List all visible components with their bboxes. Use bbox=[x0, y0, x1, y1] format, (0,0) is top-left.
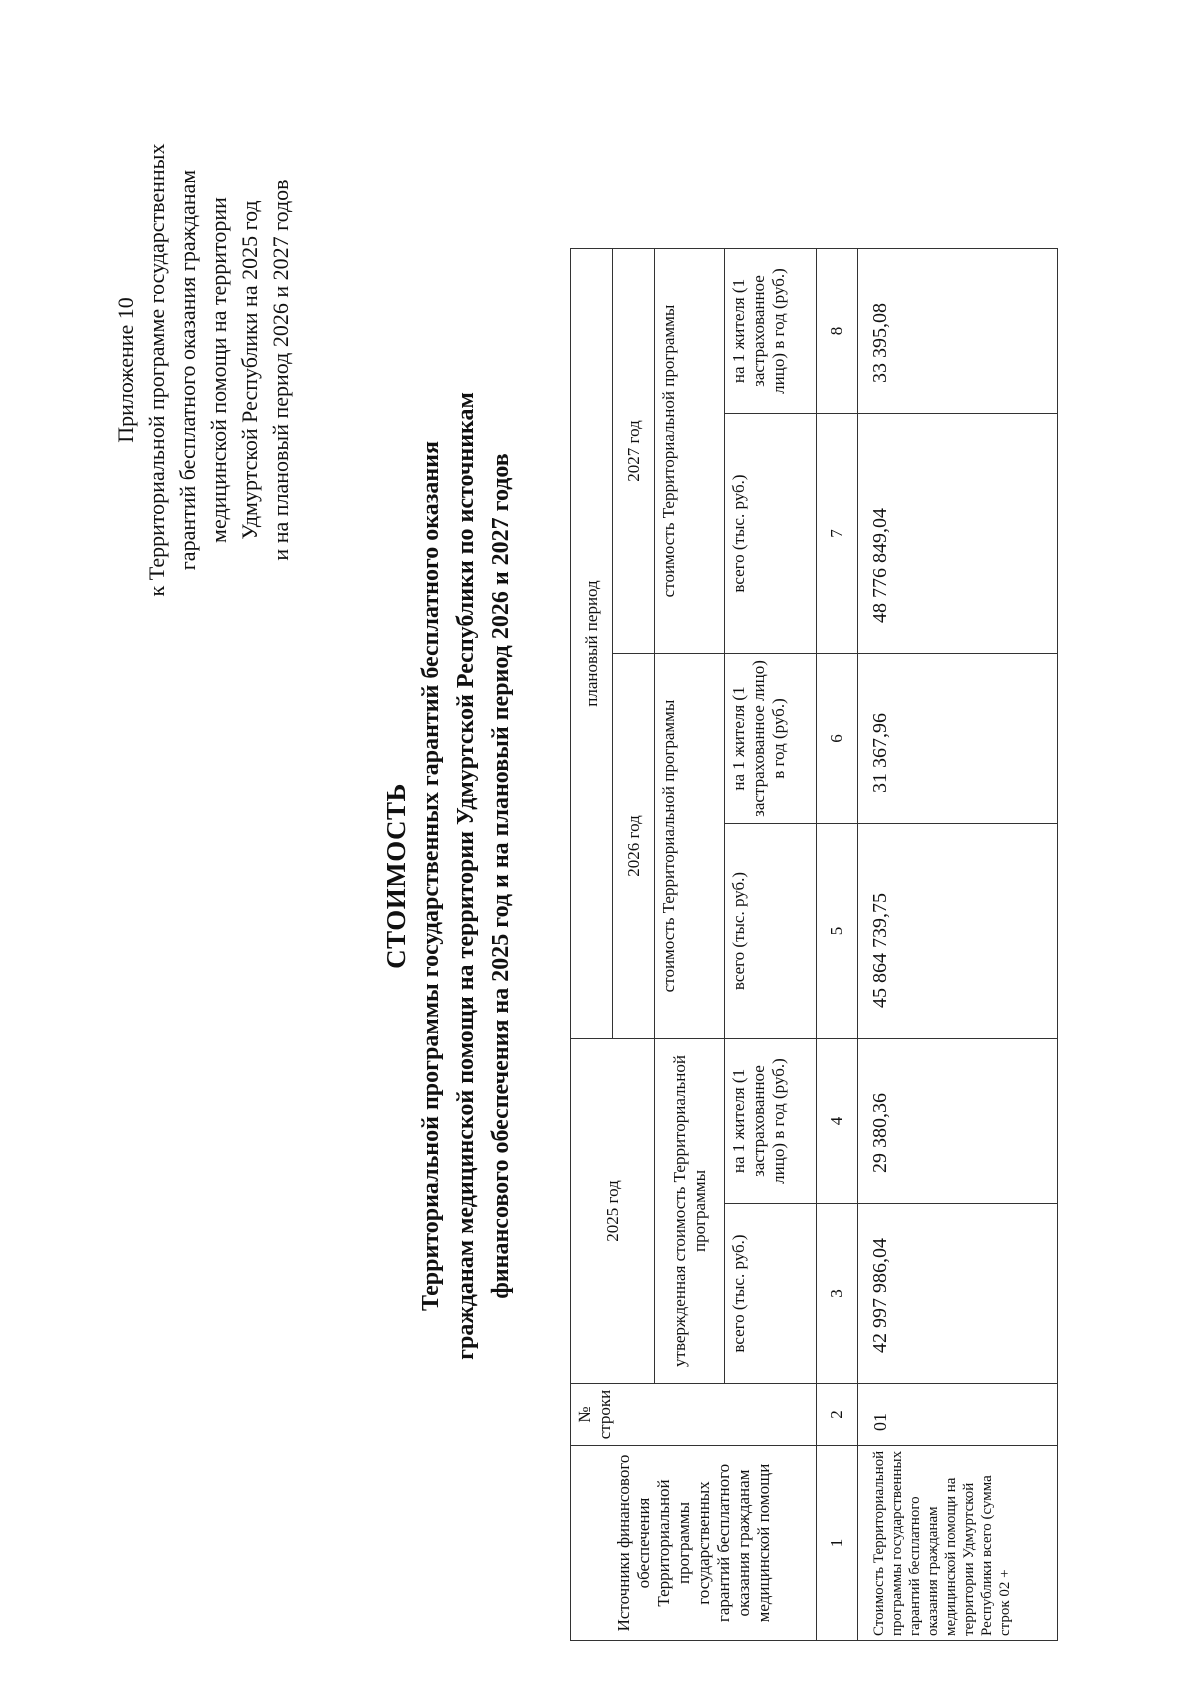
column-number-row bbox=[817, 249, 858, 1641]
column-number: 3 bbox=[817, 1204, 858, 1384]
cell-total-2026: 45 864 739,75 bbox=[858, 824, 1058, 1039]
appendix-line: к Территориальной программе государственных bbox=[144, 143, 169, 597]
header-per-capita-2027: на 1 жителя (1 застрахованное лицо) в год (руб.) bbox=[725, 249, 817, 414]
document-heading bbox=[378, 306, 519, 1446]
column-number: 7 bbox=[817, 414, 858, 654]
column-number: 5 bbox=[817, 824, 858, 1039]
cost-table bbox=[570, 248, 1058, 1641]
header-approved-cost: утвержденная стоимость Территориальной программы bbox=[655, 1039, 725, 1384]
appendix-note bbox=[110, 50, 296, 690]
header-total-2027: всего (тыс. руб.) bbox=[725, 414, 817, 654]
header-year-2026: 2026 год bbox=[613, 654, 655, 1039]
cell-total-2027: 48 776 849,04 bbox=[858, 414, 1058, 654]
document-subtitle-line: финансового обеспечения на 2025 год и на плановый период 2026 и 2027 годов bbox=[488, 453, 514, 1299]
appendix-line: Удмуртской Республики на 2025 год bbox=[237, 200, 262, 540]
column-number: 1 bbox=[817, 1446, 858, 1641]
header-row bbox=[571, 249, 613, 1641]
header-program-cost-2026: стоимость Территориальной программы bbox=[655, 654, 725, 1039]
cell-per-capita-2026: 31 367,96 bbox=[858, 654, 1058, 824]
column-number: 2 bbox=[817, 1384, 858, 1446]
cost-table-wrapper bbox=[570, 248, 1058, 1641]
cell-total-2025: 42 997 986,04 bbox=[858, 1204, 1058, 1384]
appendix-line: гарантий бесплатного оказания гражданам bbox=[175, 169, 200, 571]
cell-per-capita-2027: 33 395,08 bbox=[858, 249, 1058, 414]
header-year-2027: 2027 год bbox=[613, 249, 655, 654]
row-source-name: Стоимость Территориальной программы государственных гарантий бесплатного оказания гражданам медицинской помощи на территории Удмуртской Республики всего (сумма строк 02 + bbox=[858, 1446, 1058, 1641]
row-number: 01 bbox=[858, 1384, 1058, 1446]
column-number: 4 bbox=[817, 1039, 858, 1204]
appendix-line: и на плановый период 2026 и 2027 годов bbox=[268, 179, 293, 561]
header-row-number: № строки bbox=[571, 1384, 817, 1446]
appendix-line: Приложение 10 bbox=[113, 297, 138, 443]
cell-per-capita-2025: 29 380,36 bbox=[858, 1039, 1058, 1204]
header-program-cost-2027: стоимость Территориальной программы bbox=[655, 249, 725, 654]
appendix-line: медицинской помощи на территории bbox=[206, 197, 231, 543]
document-title: СТОИМОСТЬ bbox=[381, 783, 411, 969]
header-per-capita-2026: на 1 жителя (1 застрахованное лицо) в год (руб.) bbox=[725, 654, 817, 824]
header-year-2025: 2025 год bbox=[571, 1039, 655, 1384]
header-total-2026: всего (тыс. руб.) bbox=[725, 824, 817, 1039]
header-per-capita-2025: на 1 жителя (1 застрахованное лицо) в год (руб.) bbox=[725, 1039, 817, 1204]
header-source: Источники финансового обеспечения Территориальной программы государственных гарантий бесплатного оказания гражданам медицинской помощи bbox=[571, 1446, 817, 1641]
document-subtitle-line: гражданам медицинской помощи на территории Удмуртской Республики по источникам bbox=[453, 392, 479, 1360]
column-number: 8 bbox=[817, 249, 858, 414]
table-row bbox=[858, 249, 1058, 1641]
column-number: 6 bbox=[817, 654, 858, 824]
header-planned-period: плановый период bbox=[571, 249, 613, 1039]
document-subtitle-line: Территориальной программы государственных гарантий бесплатного оказания bbox=[418, 441, 444, 1311]
header-total-2025: всего (тыс. руб.) bbox=[725, 1204, 817, 1384]
